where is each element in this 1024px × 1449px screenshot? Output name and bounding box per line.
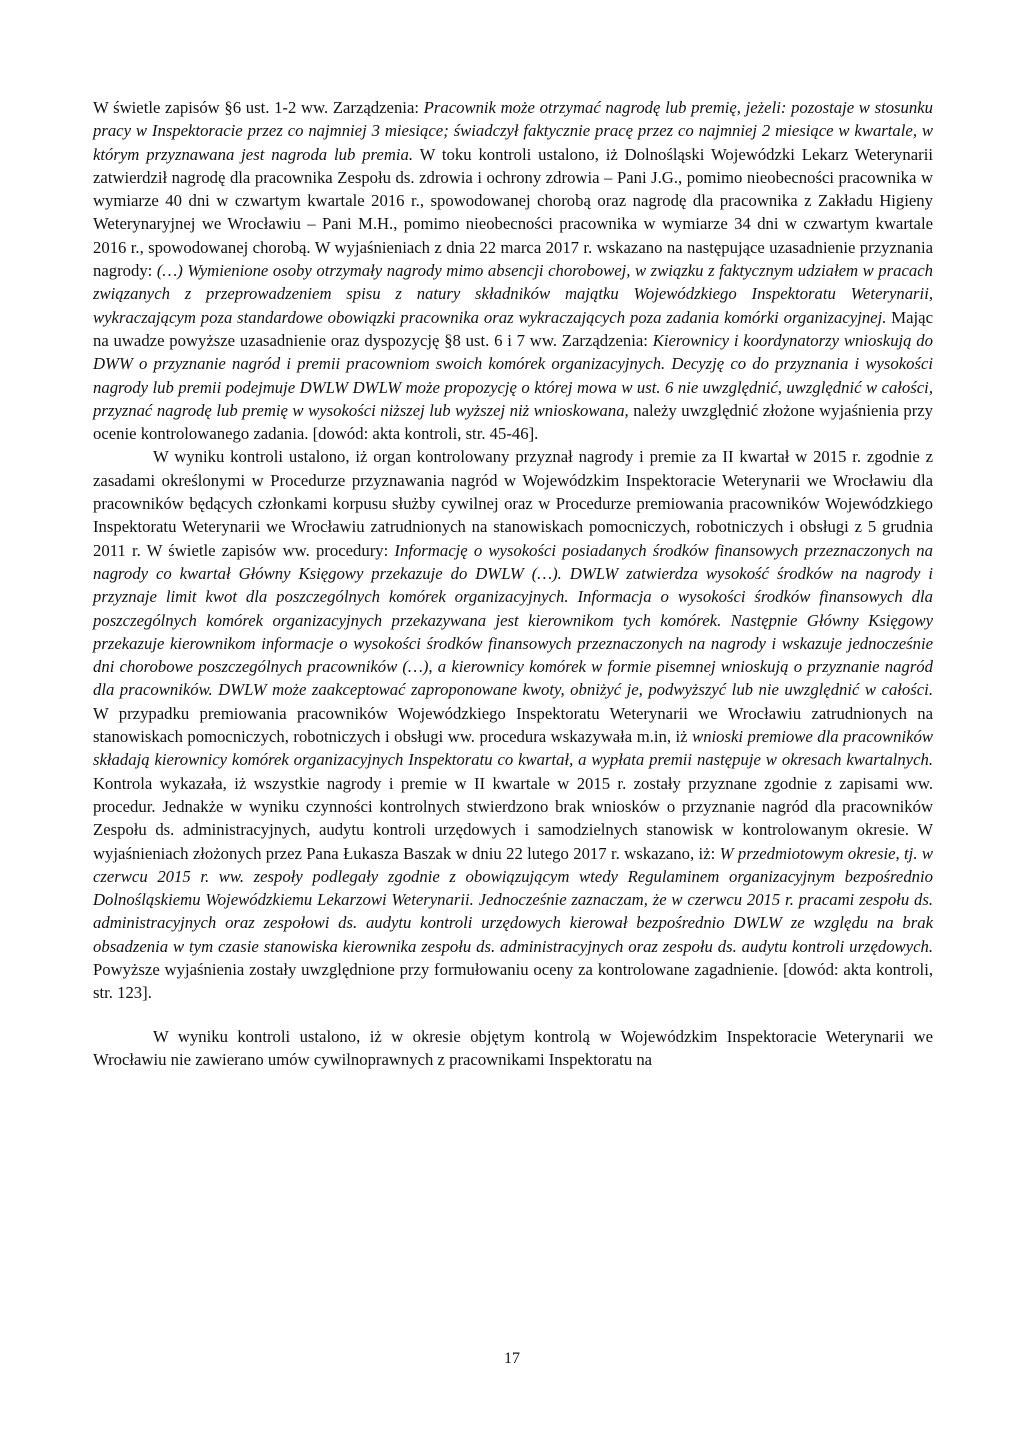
text-run: W toku kontroli ustalono, iż Dolnośląski Wojewódzki Lekarz Weterynarii zatwierdził nagrodę dla pracownika Zespołu ds. zdrowia i ochrony zdrowia – Pani J.G., pomimo nieobecności pracownika w wymiarze 40 dni w czwartym kwartale 2016 r., spowodowanej chorobą oraz nagrodę dla pracownika z Zakładu Higieny Weterynaryjnej we Wrocławiu – Pani M.H., pomimo nieobecności pracownika w wymiarze 34 dni w czwartym kwartale 2016 r., spowodowanej chorobą. W wyjaśnieniach z dnia 22 marca 2017 r. wskazano na następujące uzasadnienie przyznania nagrody: (93, 144, 933, 281)
paragraph-spacer (93, 1005, 933, 1025)
text-run: W świetle zapisów §6 ust. 1-2 ww. Zarządzenia: (93, 98, 424, 117)
document-body (93, 96, 933, 1071)
quoted-text: (…) Wymienione osoby otrzymały nagrody mimo absencji chorobowej, w związku z faktycznym udziałem w pracach związanych z przeprowadzeniem spisu z natury składników majątku Wojewódzkiego Inspektoratu Weterynarii, wykraczającym poza standardowe obowiązki pracownika oraz wykraczających poza zadania komórki organizacyjnej. (93, 261, 933, 327)
text-run: Mając na uwadze powyższe uzasadnienie oraz dyspozycję §8 ust. 6 i 7 ww. Zarządzenia: (93, 307, 933, 350)
text-run: W wyniku kontroli ustalono, iż organ kontrolowany przyznał nagrody i premie za II kwartał w 2015 r. zgodnie z zasadami określonymi w Procedurze przyznawania nagród w Wojewódzkim Inspektoracie Weterynarii we Wrocławiu dla pracowników będących członkami korpusu służby cywilnej oraz w Procedurze premiowania pracowników Wojewódzkiego Inspektoratu Weterynarii we Wrocławiu zatrudnionych na stanowiskach pomocniczych, robotniczych i obsługi z 5 grudnia 2011 r. W świetle zapisów ww. procedury: (93, 447, 933, 560)
quoted-text: Kierownicy i koordynatorzy wnioskują do DWW o przyznanie nagród i premii pracowniom swoich komórek organizacyjnych. Decyzję co do przyznania i wysokości nagrody lub premii podejmuje DWLW DWLW może propozycję o której mowa w ust. 6 nie uwzględnić, uwzględnić w całości, przyznać nagrodę lub premię w wysokości niższej lub wyższej niż wnioskowana, (93, 330, 933, 420)
paragraph-1 (93, 96, 933, 445)
quoted-text: Pracownik może otrzymać nagrodę lub premię, jeżeli: pozostaje w stosunku pracy w Inspektoracie przez co najmniej 3 miesiące; świadczył faktycznie pracę przez co najmniej 2 miesiące w kwartale, w którym przyznawana jest nagroda lub premia. (93, 98, 933, 164)
quoted-text: W przedmiotowym okresie, tj. w czerwcu 2015 r. ww. zespoły podlegały zgodnie z obowiązującym wtedy Regulaminem organizacyjnym bezpośrednio Dolnośląskiemu Wojewódzkiemu Lekarzowi Weterynarii. Jednocześnie zaznaczam, że w czerwcu 2015 r. pracami zespołu ds. administracyjnych oraz zespołowi ds. audytu kontroli urzędowych kierował bezpośrednio DWLW ze względu na brak obsadzenia w tym czasie stanowiska kierownika zespołu ds. administracyjnych oraz zespołu ds. audytu kontroli urzędowych. (93, 843, 933, 956)
text-run: Powyższe wyjaśnienia zostały uwzględnione przy formułowaniu oceny za kontrolowane zagadnienie. [dowód: akta kontroli, str. 123]. (93, 959, 933, 1003)
text-run: Kontrola wykazała, iż wszystkie nagrody i premie w II kwartale w 2015 r. zostały przyznane zgodnie z zapisami ww. procedur. Jednakże w wyniku czynności kontrolnych stwierdzono brak wniosków o przyznanie nagród dla pracowników Zespołu ds. administracyjnych, audytu kontroli urzędowych i samodzielnych stanowisk w kontrolowanym okresie. W wyjaśnieniach złożonych przez Pana Łukasza Baszak w dniu 22 lutego 2017 r. wskazano, iż: (93, 773, 933, 863)
quoted-text: Informację o wysokości posiadanych środków finansowych przeznaczonych na nagrody co kwartał Główny Księgowy przekazuje do DWLW (…). DWLW zatwierdza wysokość środków na nagrody i przyznaje limit kwot dla poszczególnych komórek organizacyjnych. Informacja o wysokości środków finansowych dla poszczególnych komórek organizacyjnych przekazywana jest kierownikom tych komórek. Następnie Główny Księgowy przekazuje kierownikom informacje o wysokości środków finansowych przeznaczonych na nagrody i wskazuje jednocześnie dni chorobowe poszczególnych pracowników (…), a kierownicy komórek w formie pisemnej wnioskują o przyznanie nagród dla pracowników. DWLW może zaakceptować zaproponowane kwoty, obniżyć je, podwyższyć lub nie uwzględnić w całości. (93, 540, 933, 700)
page-number: 17 (504, 1350, 520, 1367)
paragraph-3 (93, 1025, 933, 1072)
text-run: należy uwzględnić złożone wyjaśnienia przy ocenie kontrolowanego zadania. [dowód: akta kontroli, str. 45-46]. (93, 400, 933, 444)
paragraph-2 (93, 445, 933, 1004)
quoted-text: wnioski premiowe dla pracowników składają kierownicy komórek organizacyjnych Inspektoratu co kwartał, a wypłata premii następuje w okresach kwartalnych. (93, 727, 933, 770)
text-run: W przypadku premiowania pracowników Wojewódzkiego Inspektoratu Weterynarii we Wrocławiu zatrudnionych na stanowiskach pomocniczych, robotniczych i obsługi ww. procedura wskazywała m.in, iż (93, 703, 933, 747)
text-run: W wyniku kontroli ustalono, iż w okresie objętym kontrolą w Wojewódzkim Inspektoracie Weterynarii we Wrocławiu nie zawierano umów cywilnoprawnych z pracownikami Inspektoratu na (93, 1026, 933, 1069)
